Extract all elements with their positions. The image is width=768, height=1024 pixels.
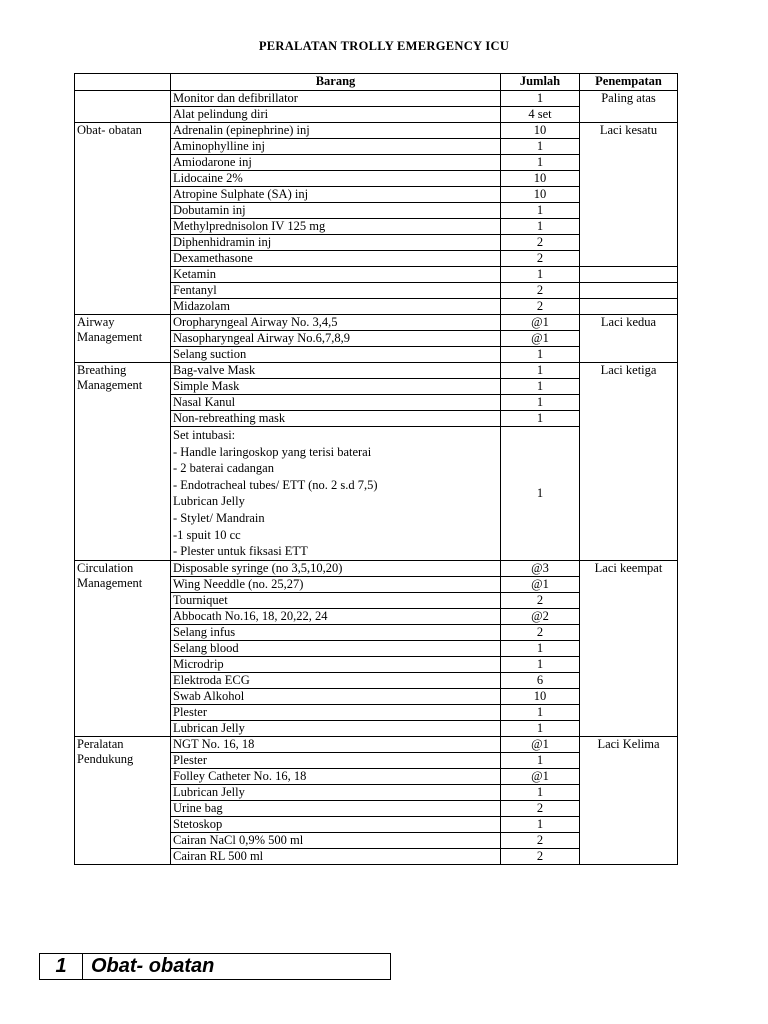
table-row [75, 560, 678, 576]
qty-cell: 2 [501, 800, 580, 816]
qty-cell: 2 [501, 592, 580, 608]
intubation-line: Lubrican Jelly [173, 494, 245, 509]
intubation-line: - Handle laringoskop yang terisi baterai [173, 444, 372, 459]
place-cell: Laci kedua [580, 315, 678, 363]
table-row [75, 315, 678, 331]
qty-cell: 1 [501, 379, 580, 395]
item-cell: Dobutamin inj [171, 203, 501, 219]
category-cell: Peralatan Pendukung [75, 736, 171, 864]
qty-cell: 4 set [501, 107, 580, 123]
qty-cell: 1 [501, 752, 580, 768]
header-row [75, 74, 678, 91]
item-cell: Elektroda ECG [171, 672, 501, 688]
item-cell: Amiodarone inj [171, 155, 501, 171]
qty-cell: @1 [501, 576, 580, 592]
category-cell: Breathing Management [75, 363, 171, 561]
item-cell: Folley Catheter No. 16, 18 [171, 768, 501, 784]
item-cell: Ketamin [171, 267, 501, 283]
place-cell: Laci ketiga [580, 363, 678, 561]
item-cell: Bag-valve Mask [171, 363, 501, 379]
place-cell [580, 267, 678, 283]
item-cell: Aminophylline inj [171, 139, 501, 155]
item-cell: Swab Alkohol [171, 688, 501, 704]
item-cell: Urine bag [171, 800, 501, 816]
item-cell: Atropine Sulphate (SA) inj [171, 187, 501, 203]
qty-cell: 1 [501, 395, 580, 411]
table-row [75, 363, 678, 379]
intubation-line: - 2 baterai cadangan [173, 461, 274, 476]
qty-cell: 1 [501, 720, 580, 736]
item-cell: Non-rebreathing mask [171, 411, 501, 427]
qty-cell: 1 [501, 139, 580, 155]
qty-cell: 2 [501, 848, 580, 864]
item-cell: NGT No. 16, 18 [171, 736, 501, 752]
qty-cell: 1 [501, 784, 580, 800]
qty-cell: 1 [501, 411, 580, 427]
intubation-line: - Plester untuk fiksasi ETT [173, 544, 308, 559]
table-row [75, 91, 678, 107]
item-cell: Microdrip [171, 656, 501, 672]
section-heading-box [39, 953, 391, 980]
item-cell: Abbocath No.16, 18, 20,22, 24 [171, 608, 501, 624]
category-cell: Obat- obatan [75, 123, 171, 315]
qty-cell: 2 [501, 251, 580, 267]
item-cell: Nasal Kanul [171, 395, 501, 411]
qty-cell: 10 [501, 187, 580, 203]
qty-cell: 1 [501, 219, 580, 235]
intubation-line: - Endotracheal tubes/ ETT (no. 2 s.d 7,5) [173, 477, 378, 492]
item-cell: Oropharyngeal Airway No. 3,4,5 [171, 315, 501, 331]
item-cell: Cairan NaCl 0,9% 500 ml [171, 832, 501, 848]
document-title: PERALATAN TROLLY EMERGENCY ICU [258, 39, 510, 53]
item-cell: Plester [171, 704, 501, 720]
table-row [75, 736, 678, 752]
place-cell: Paling atas [580, 91, 678, 123]
item-cell: Selang blood [171, 640, 501, 656]
section-label: Obat- obatan [91, 955, 215, 977]
item-cell: Plester [171, 752, 501, 768]
item-cell: Adrenalin (epinephrine) inj [171, 123, 501, 139]
place-cell: Laci keempat [580, 560, 678, 736]
place-cell: Laci kesatu [580, 123, 678, 267]
item-cell: Simple Mask [171, 379, 501, 395]
item-cell: Alat pelindung diri [171, 107, 501, 123]
qty-cell: 1 [501, 91, 580, 107]
place-cell [580, 283, 678, 299]
qty-cell: 1 [501, 640, 580, 656]
qty-cell: 2 [501, 283, 580, 299]
item-cell: Fentanyl [171, 283, 501, 299]
qty-cell: 2 [501, 832, 580, 848]
qty-cell: 2 [501, 624, 580, 640]
header-category [75, 74, 171, 91]
qty-cell: @1 [501, 331, 580, 347]
qty-cell: 10 [501, 171, 580, 187]
place-cell [580, 299, 678, 315]
qty-cell: 1 [501, 363, 580, 379]
qty-cell: 2 [501, 235, 580, 251]
qty-cell: @2 [501, 608, 580, 624]
qty-cell: @1 [501, 315, 580, 331]
item-cell: Wing Needdle (no. 25,27) [171, 576, 501, 592]
qty-cell: @3 [501, 560, 580, 576]
qty-cell: 1 [501, 656, 580, 672]
qty-cell: 10 [501, 688, 580, 704]
item-cell: Disposable syringe (no 3,5,10,20) [171, 560, 501, 576]
intubation-set-cell [171, 427, 501, 561]
qty-cell: @1 [501, 768, 580, 784]
item-cell: Tourniquet [171, 592, 501, 608]
section-number: 1 [40, 954, 83, 979]
qty-cell: 6 [501, 672, 580, 688]
item-cell: Lubrican Jelly [171, 720, 501, 736]
header-qty: Jumlah [501, 74, 580, 91]
item-cell: Midazolam [171, 299, 501, 315]
qty-cell: 1 [501, 267, 580, 283]
item-cell: Cairan RL 500 ml [171, 848, 501, 864]
intubation-line: - Stylet/ Mandrain [173, 510, 265, 525]
item-cell: Selang suction [171, 347, 501, 363]
item-cell: Lidocaine 2% [171, 171, 501, 187]
header-item: Barang [171, 74, 501, 91]
qty-cell: 1 [501, 816, 580, 832]
category-cell: Circulation Management [75, 560, 171, 736]
item-cell: Methylprednisolon IV 125 mg [171, 219, 501, 235]
table-row [75, 123, 678, 139]
item-cell: Nasopharyngeal Airway No.6,7,8,9 [171, 331, 501, 347]
place-cell: Laci Kelima [580, 736, 678, 864]
equipment-table [74, 73, 678, 865]
qty-cell: 1 [501, 427, 580, 561]
intubation-line: -1 spuit 10 cc [173, 527, 241, 542]
item-cell: Monitor dan defibrillator [171, 91, 501, 107]
item-cell: Diphenhidramin inj [171, 235, 501, 251]
category-cell: Airway Management [75, 315, 171, 363]
qty-cell: 2 [501, 299, 580, 315]
qty-cell: 1 [501, 203, 580, 219]
intubation-line: Set intubasi: [173, 428, 236, 442]
header-place: Penempatan [580, 74, 678, 91]
item-cell: Stetoskop [171, 816, 501, 832]
category-cell [75, 91, 171, 123]
item-cell: Lubrican Jelly [171, 784, 501, 800]
qty-cell: 1 [501, 155, 580, 171]
qty-cell: @1 [501, 736, 580, 752]
item-cell: Selang infus [171, 624, 501, 640]
qty-cell: 1 [501, 704, 580, 720]
qty-cell: 10 [501, 123, 580, 139]
qty-cell: 1 [501, 347, 580, 363]
item-cell: Dexamethasone [171, 251, 501, 267]
